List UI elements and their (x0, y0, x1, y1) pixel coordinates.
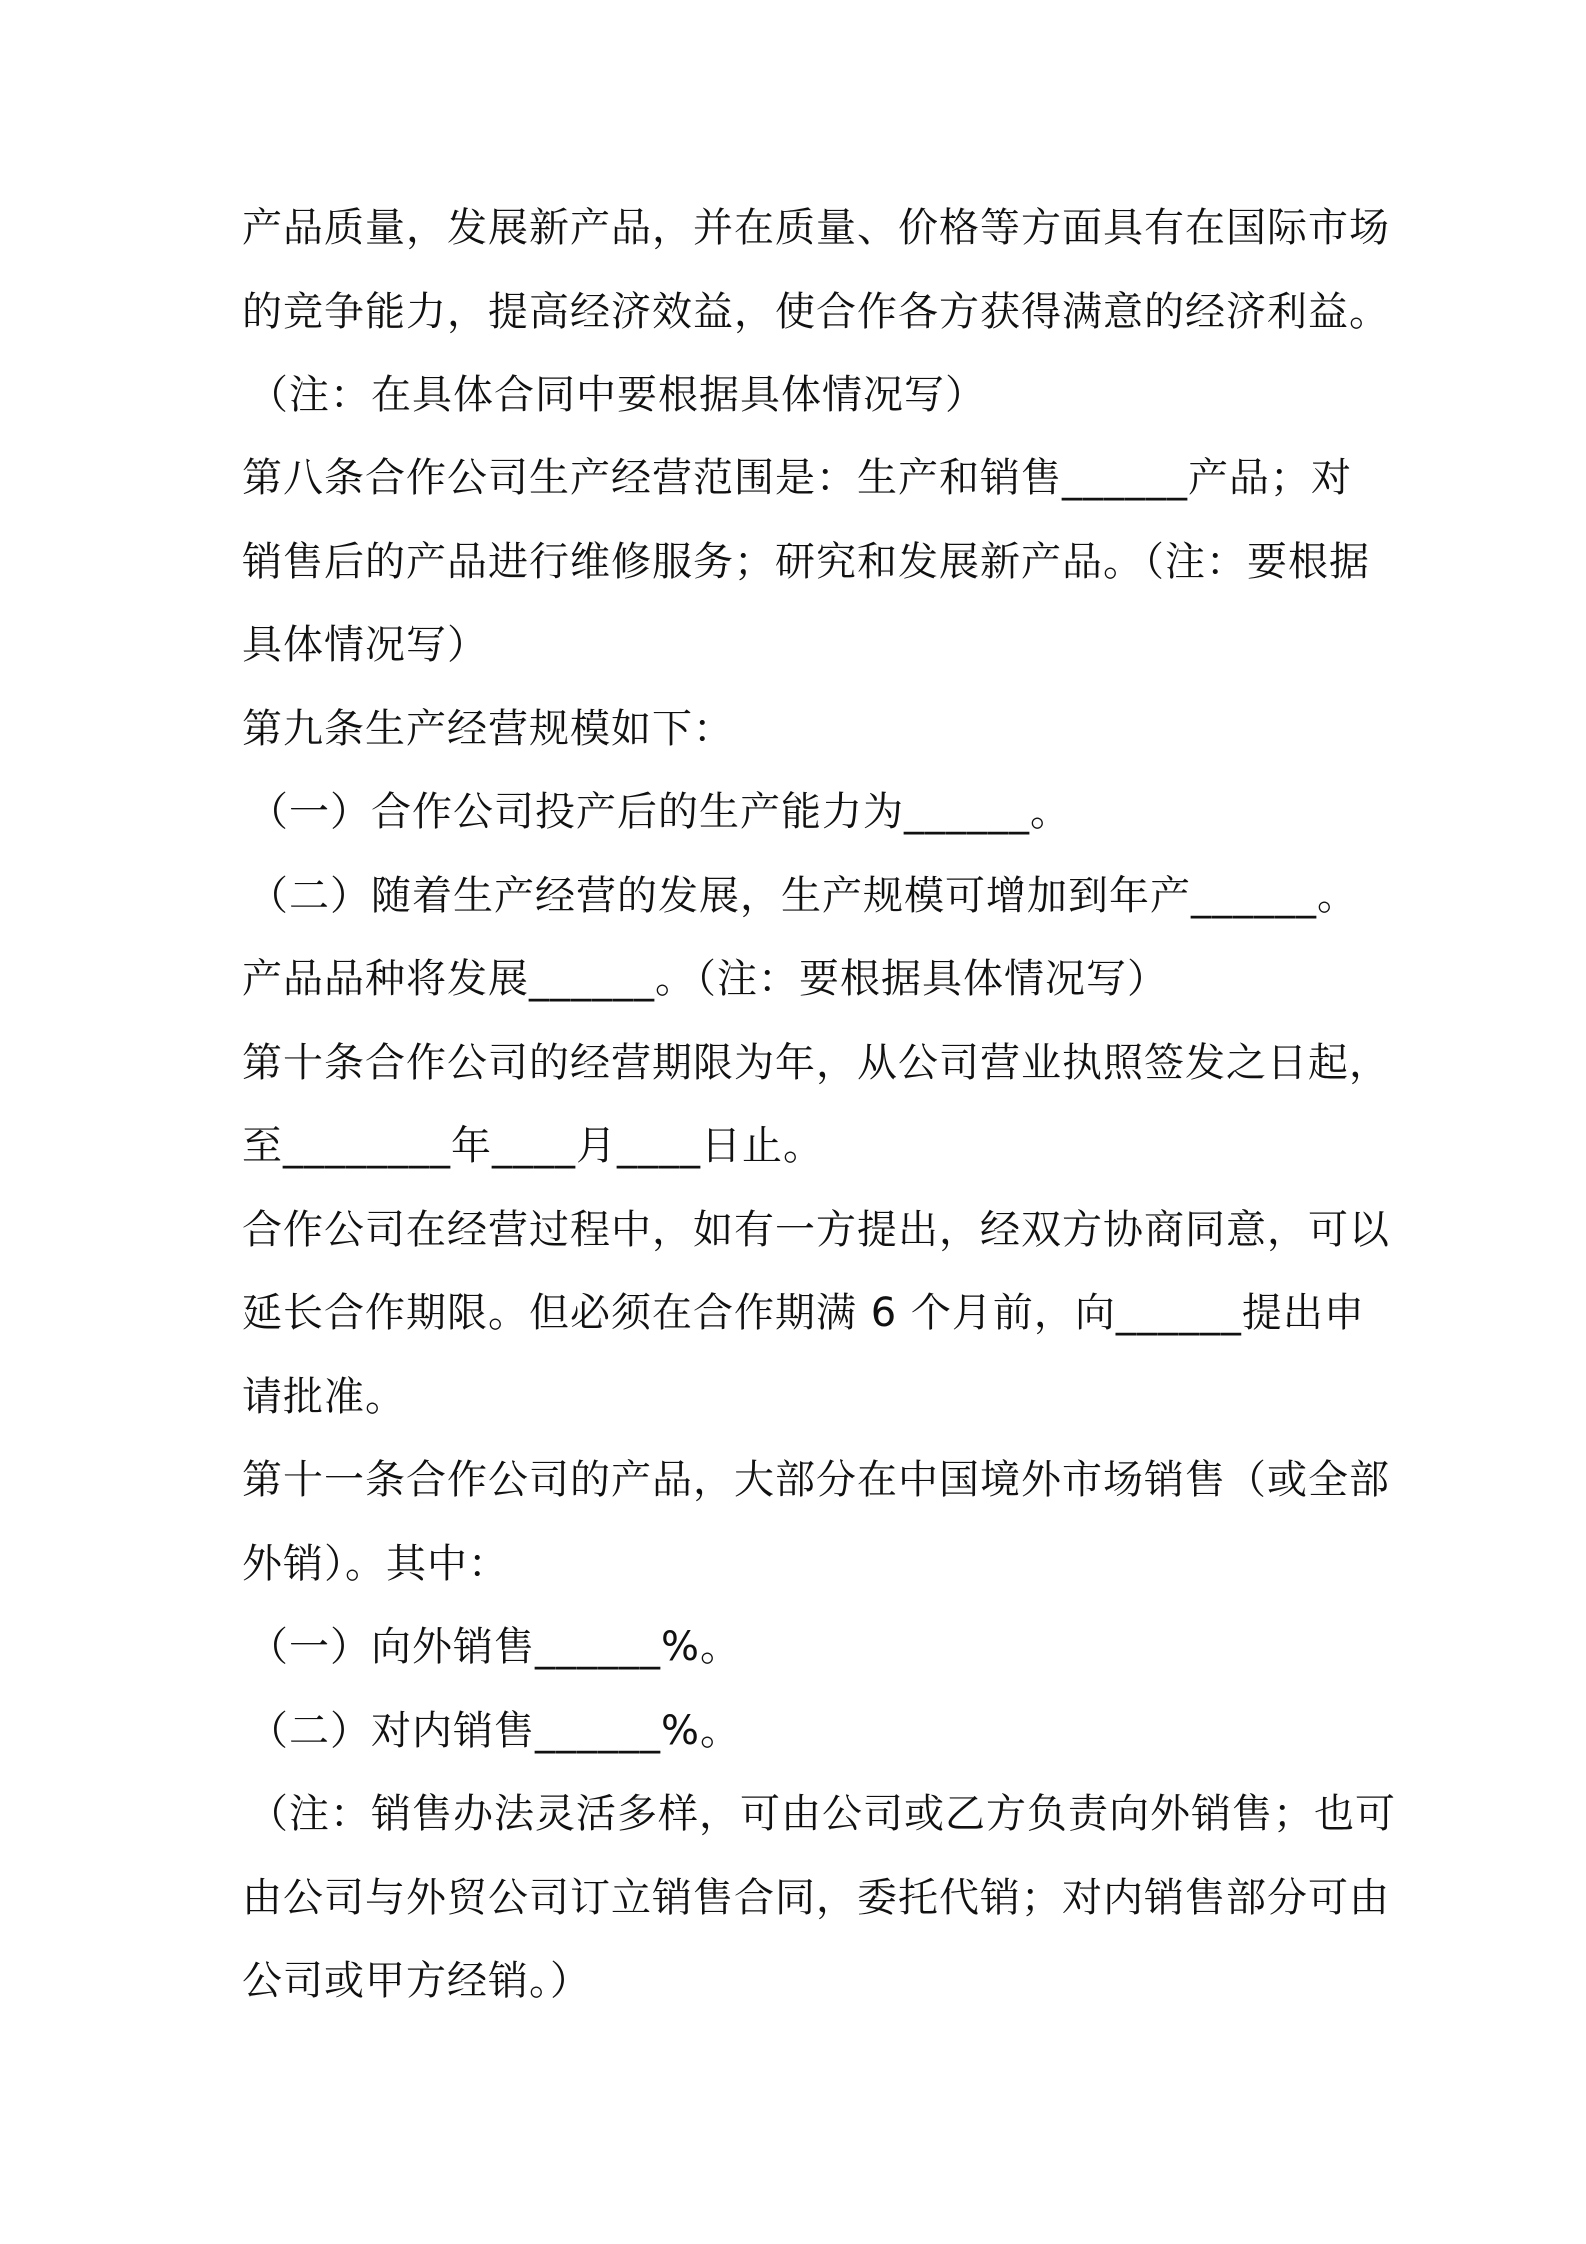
text-line: 第十一条合作公司的产品，大部分在中国境外市场销售（或全部 (242, 1457, 1390, 1503)
text-line: 的竞争能力，提高经济效益，使合作各方获得满意的经济利益。 (242, 289, 1390, 335)
text-line: 至________年____月____日止。 (242, 1123, 824, 1169)
text-line: 公司或甲方经销。） (242, 1958, 591, 2004)
text-line: （二）随着生产经营的发展，生产规模可增加到年产______。 (248, 873, 1358, 919)
text-line: 第九条生产经营规模如下： (242, 706, 734, 752)
text-line: 销售后的产品进行维修服务；研究和发展新产品。（注：要根据 (242, 539, 1370, 585)
text-line: （注：在具体合同中要根据具体情况写） (248, 372, 986, 418)
text-line: 延长合作期限。但必须在合作期满 6 个月前，向______提出申 (242, 1290, 1365, 1336)
text-line: 请批准。 (242, 1374, 406, 1420)
text-line: 合作公司在经营过程中，如有一方提出，经双方协商同意，可以 (242, 1207, 1390, 1253)
text-line: （注：销售办法灵活多样，可由公司或乙方负责向外销售；也可 (248, 1791, 1396, 1837)
text-line: 产品质量，发展新产品，并在质量、价格等方面具有在国际市场 (242, 205, 1390, 251)
text-line: （一）向外销售______%。 (248, 1624, 742, 1670)
text-line: （一）合作公司投产后的生产能力为______。 (248, 789, 1071, 835)
text-line: 产品品种将发展______。（注：要根据具体情况写） (242, 956, 1168, 1002)
text-line: 由公司与外贸公司订立销售合同，委托代销；对内销售部分可由 (242, 1875, 1390, 1921)
text-line: 第十条合作公司的经营期限为年，从公司营业执照签发之日起， (242, 1040, 1390, 1086)
text-line: （二）对内销售______%。 (248, 1708, 742, 1754)
text-line: 具体情况写） (242, 622, 488, 668)
text-line: 外销）。其中： (242, 1541, 509, 1587)
text-line: 第八条合作公司生产经营范围是：生产和销售______产品；对 (242, 455, 1352, 501)
